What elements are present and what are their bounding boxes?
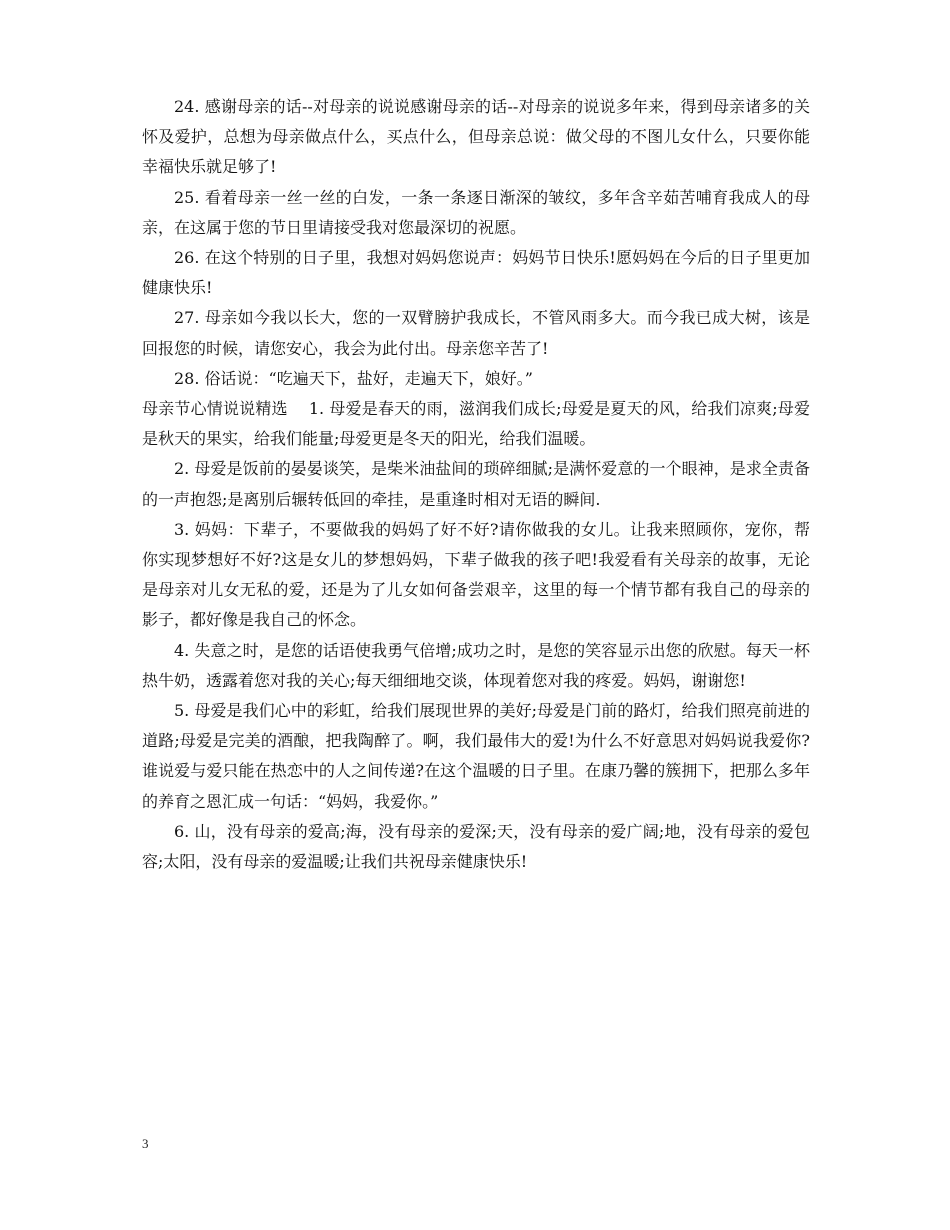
document-body: [142, 92, 810, 877]
paragraph-26: 26. 在这个特别的日子里，我想对妈妈您说声：妈妈节日快乐!愿妈妈在今后的日子里更加健康快乐!: [142, 248, 810, 298]
page-number: 3: [142, 1136, 149, 1151]
paragraph-24: 24. 感谢母亲的话--对母亲的说说感谢母亲的话--对母亲的说说多年来，得到母亲诸多的关怀及爱护，总想为母亲做点什么，买点什么，但母亲总说：做父母的不图儿女什么，只要你能幸福快乐就足够了!: [142, 97, 810, 177]
paragraph-28: 28. 俗话说：“吃遍天下，盐好，走遍天下，娘好。”: [174, 368, 533, 388]
paragraph-3: 3. 妈妈：下辈子，不要做我的妈妈了好不好?请你做我的女儿。让我来照顾你，宠你，帮你实现梦想好不好?这是女儿的梦想妈妈，下辈子做我的孩子吧!我爱看有关母亲的故事，无论是母亲对儿女无私的爱，还是为了儿女如何备尝艰辛，这里的每一个情节都有我自己的母亲的影子，都好像是我自己的怀念。: [142, 519, 810, 630]
paragraph-4: 4. 失意之时，是您的话语使我勇气倍增;成功之时，是您的笑容显示出您的欣慰。每天一杯热牛奶，透露着您对我的关心;每天细细地交谈，体现着您对我的疼爱。妈妈，谢谢您!: [142, 640, 810, 690]
paragraph-5: 5. 母爱是我们心中的彩虹，给我们展现世界的美好;母爱是门前的路灯，给我们照亮前进的道路;母爱是完美的酒酿，把我陶醉了。啊，我们最伟大的爱!为什么不好意思对妈妈说我爱你?谁说爱与爱只能在热恋中的人之间传递?在这个温暖的日子里。在康乃馨的簇拥下，把那么多年的养育之恩汇成一句话：“妈妈，我爱你。”: [142, 701, 810, 811]
paragraph-2: 2. 母爱是饭前的晏晏谈笑，是柴米油盐间的琐碎细腻;是满怀爱意的一个眼神，是求全责备的一声抱怨;是离别后辗转低回的牵挂，是重逢时相对无语的瞬间.: [142, 459, 810, 509]
paragraph-25: 25. 看着母亲一丝一丝的白发，一条一条逐日渐深的皱纹，多年含辛茹苦哺育我成人的母亲，在这属于您的节日里请接受我对您最深切的祝愿。: [142, 187, 810, 237]
paragraph-6: 6. 山，没有母亲的爱高;海，没有母亲的爱深;天，没有母亲的爱广阔;地，没有母亲的爱包容;太阳，没有母亲的爱温暖;让我们共祝母亲健康快乐!: [142, 821, 810, 872]
paragraph-27: 27. 母亲如今我以长大，您的一双臂膀护我成长，不管风雨多大。而今我已成大树，该是回报您的时候，请您安心，我会为此付出。母亲您辛苦了!: [142, 308, 810, 358]
paragraph-section-1: 母亲节心情说说精选 1. 母爱是春天的雨，滋润我们成长;母爱是夏天的风，给我们凉爽;母爱是秋天的果实，给我们能量;母爱更是冬天的阳光，给我们温暖。: [142, 399, 810, 449]
